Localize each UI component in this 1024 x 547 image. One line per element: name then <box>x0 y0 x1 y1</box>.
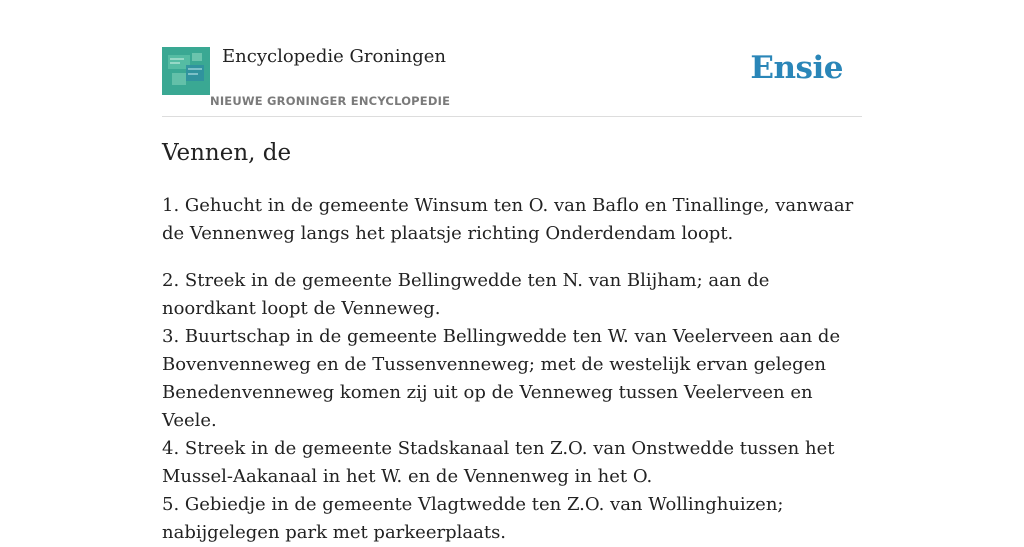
definition-paragraph: 5. Gebiedje in de gemeente Vlagtwedde ten Z.O. van Wollinghuizen; nabijgelegen park met parkeerplaats. <box>162 494 784 543</box>
site-avatar[interactable] <box>162 47 210 95</box>
map-thumbnail-icon <box>162 47 210 95</box>
site-subtitle: NIEUWE GRONINGER ENCYCLOPEDIE <box>210 94 451 108</box>
entry-body <box>162 192 862 547</box>
definition-paragraph: 3. Buurtschap in de gemeente Bellingwedde ten W. van Veelerveen aan de Bovenvenneweg en de Tussenvenneweg; met de westelijk ervan gelegen Benedenvenneweg komen zij uit op de Venneweg tussen Veelerveen en Veele. <box>162 326 841 431</box>
site-title[interactable]: Encyclopedie Groningen <box>222 46 447 67</box>
site-header <box>162 0 862 117</box>
definition-paragraph: 2. Streek in de gemeente Bellingwedde ten N. van Blijham; aan de noordkant loopt de Venneweg. <box>162 270 770 319</box>
definition-paragraph: 1. Gehucht in de gemeente Winsum ten O. van Baflo en Tinallinge, vanwaar de Vennenweg langs het plaatsje richting Onderdendam loopt. <box>162 195 854 244</box>
brand-logo[interactable]: Ensie <box>750 50 843 86</box>
page-container <box>162 0 862 543</box>
entry-title: Vennen, de <box>162 140 292 166</box>
definition-paragraph: 4. Streek in de gemeente Stadskanaal ten Z.O. van Onstwedde tussen het Mussel-Aakanaal in het W. en de Vennenweg in het O. <box>162 438 835 487</box>
